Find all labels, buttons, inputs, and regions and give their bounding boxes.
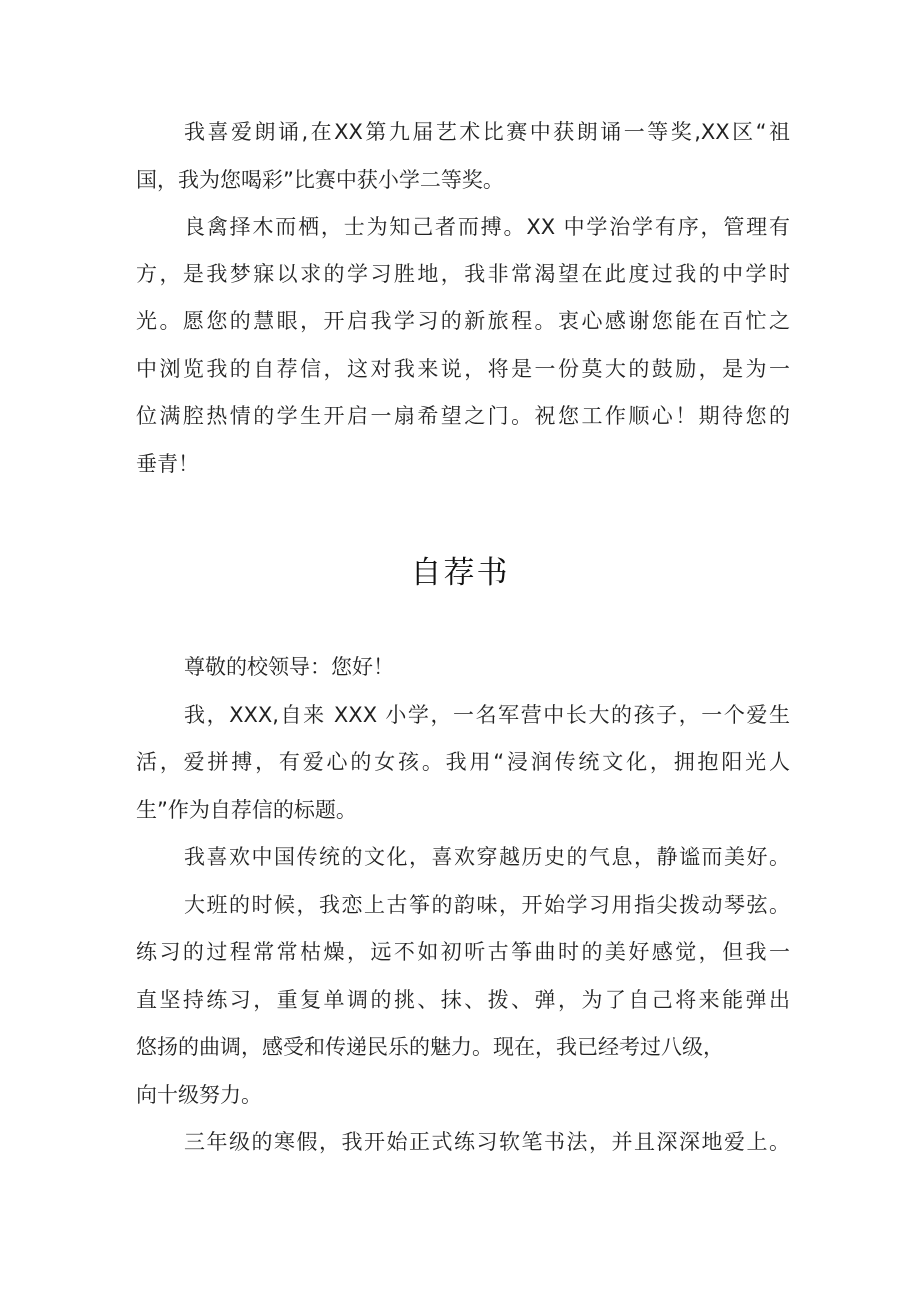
text-line: 光。愿您的慧眼，开启我学习的新旅程。衷心感谢您能在百忙之	[136, 309, 790, 333]
text-line: 方，是我梦寐以求的学习胜地，我非常渴望在此度过我的中学时	[136, 262, 790, 286]
text-line: 我喜爱朗诵,在XX第九届艺术比赛中获朗诵一等奖,XX区“祖	[184, 120, 790, 144]
text-line: 悠扬的曲调，感受和传递民乐的魅力。现在，我已经考过八级，	[136, 1035, 724, 1059]
text-line: 良禽择木而栖，士为知己者而搏。XX 中学治学有序，管理有	[184, 215, 790, 239]
text-line: 中浏览我的自荐信，这对我来说，将是一份莫大的鼓励，是为一	[136, 357, 790, 381]
text-line: 垂青！	[136, 452, 199, 476]
text-line: 大班的时候，我恋上古筝的韵味，开始学习用指尖拨动琴弦。	[184, 893, 790, 917]
text-line: 三年级的寒假，我开始正式练习软笔书法，并且深深地爱上。	[184, 1130, 790, 1154]
text-line: 我喜欢中国传统的文化，喜欢穿越历史的气息，静谧而美好。	[184, 845, 790, 869]
text-line: 活，爱拼搏，有爱心的女孩。我用“浸润传统文化，拥抱阳光人	[136, 750, 790, 774]
text-line: 向十级努力。	[136, 1083, 262, 1107]
text-line: 我，XXX,自来 XXX 小学，一名军营中长大的孩子，一个爱生	[184, 703, 790, 727]
text-line: 生”作为自荐信的标题。	[136, 798, 357, 822]
text-line: 直坚持练习，重复单调的挑、抹、拨、弹，为了自己将来能弹出	[136, 988, 790, 1012]
text-line: 练习的过程常常枯燥，远不如初听古筝曲时的美好感觉，但我一	[136, 940, 790, 964]
text-line: 位满腔热情的学生开启一扇希望之门。祝您工作顺心！期待您的	[136, 404, 790, 428]
greeting: 尊敬的校领导：您好！	[184, 655, 394, 679]
page-title: 自荐书	[410, 555, 510, 591]
text-line: 国，我为您喝彩”比赛中获小学二等奖。	[136, 168, 504, 192]
